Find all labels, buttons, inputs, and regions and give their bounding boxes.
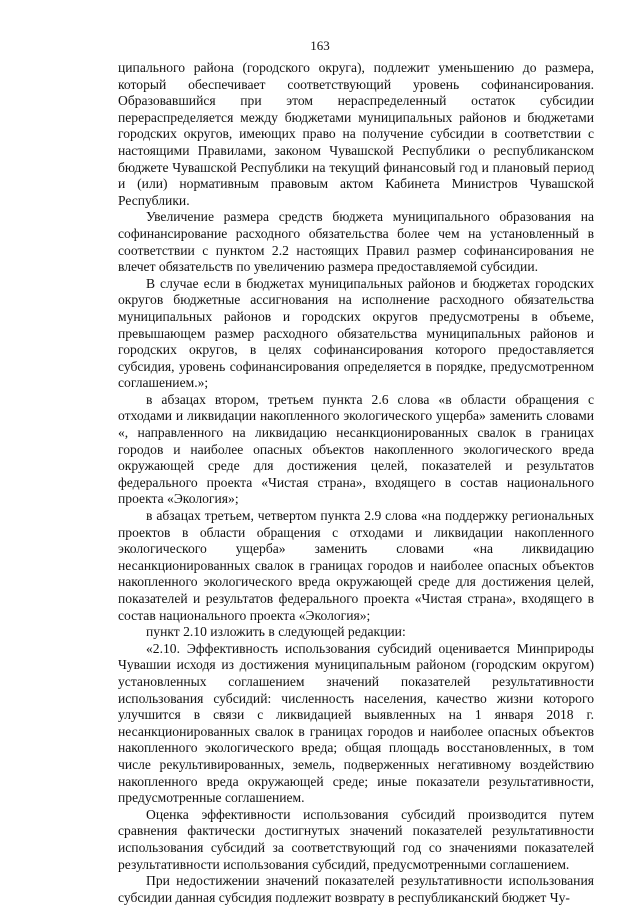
paragraph-1: ципального района (городского округа), подлежит уменьшению до размера, который обеспечивает соответствующий уровень софинансирования. Образовавшийся при этом нераспределенный остаток субсидии перераспределяется между бюджетами муниципальных районов и бюджетами городских округов, имеющих право на получение субсидии в соответствии с настоящими Правилами, законом Чувашской Республики о республиканском бюджете Чувашской Республики на текущий финансовый год и плановый период и (или) нормативным правовым актом Кабинета Министров Чувашской Республики.	[118, 60, 594, 208]
paragraph-4: в абзацах втором, третьем пункта 2.6 слова «в области обращения с отходами и ликвидации накопленного экологического ущерба» заменить словами «, направленного на ликвидацию несанкционированных свалок в границах городов и наиболее опасных объектов накопленного экологического вреда окружающей среде для достижения целей, показателей и результатов федерального проекта «Чистая страна», входящего в состав национального проекта «Экология»;	[118, 391, 594, 507]
document-body	[118, 60, 594, 906]
paragraph-9: При недостижении значений показателей результативности использования субсидии данная субсидия подлежит возврату в республиканский бюджет Чу-	[118, 873, 594, 905]
paragraph-3: В случае если в бюджетах муниципальных районов и бюджетах городских округов бюджетные ассигнования на исполнение расходного обязательства муниципальных районов и городских округов предусмотрены в объеме, превышающем размер расходного обязательства муниципальных районов и городских округов, в целях софинансирования которого предоставляется субсидия, уровень софинансирования определяется в порядке, предусмотренном соглашением.»;	[118, 275, 594, 391]
paragraph-5: в абзацах третьем, четвертом пункта 2.9 слова «на поддержку региональных проектов в области обращения с отходами и ликвидации накопленного экологического ущерба» заменить словами «на ликвидацию несанкционированных свалок в границах городов и наиболее опасных объектов накопленного экологического вреда окружающей среде для достижения целей, показателей и результатов федерального проекта «Чистая страна», входящего в состав национального проекта «Экология»;	[118, 508, 594, 623]
paragraph-7: «2.10. Эффективность использования субсидий оценивается Минприроды Чувашии исходя из достижения муниципальным районом (городским округом) установленных соглашением значений показателей результативности использования субсидий: численность населения, качество жизни которого улучшится в связи с ликвидацией выявленных на 1 января 2018 г. несанкционированных свалок в границах городов и наиболее опасных объектов накопленного экологического вреда; общая площадь восстановленных, в том числе рекультивированных, земель, подверженных негативному воздействию накопленного вреда окружающей среде; иные показатели результативности, предусмотренные соглашением.	[118, 640, 594, 806]
paragraph-8: Оценка эффективности использования субсидий производится путем сравнения фактически достигнутых значений показателей результативности использования субсидий за соответствующий год со значениями показателей результативности использования субсидий, предусмотренными соглашением.	[118, 806, 594, 872]
paragraph-6: пункт 2.10 изложить в следующей редакции:	[146, 624, 406, 640]
page-number: 163	[310, 38, 330, 53]
paragraph-2: Увеличение размера средств бюджета муниципального образования на софинансирование расходного обязательства более чем на установленный в соответствии с пунктом 2.2 настоящих Правил размер софинансирования не влечет обязательств по увеличению размера предоставляемой субсидии.	[118, 209, 594, 275]
